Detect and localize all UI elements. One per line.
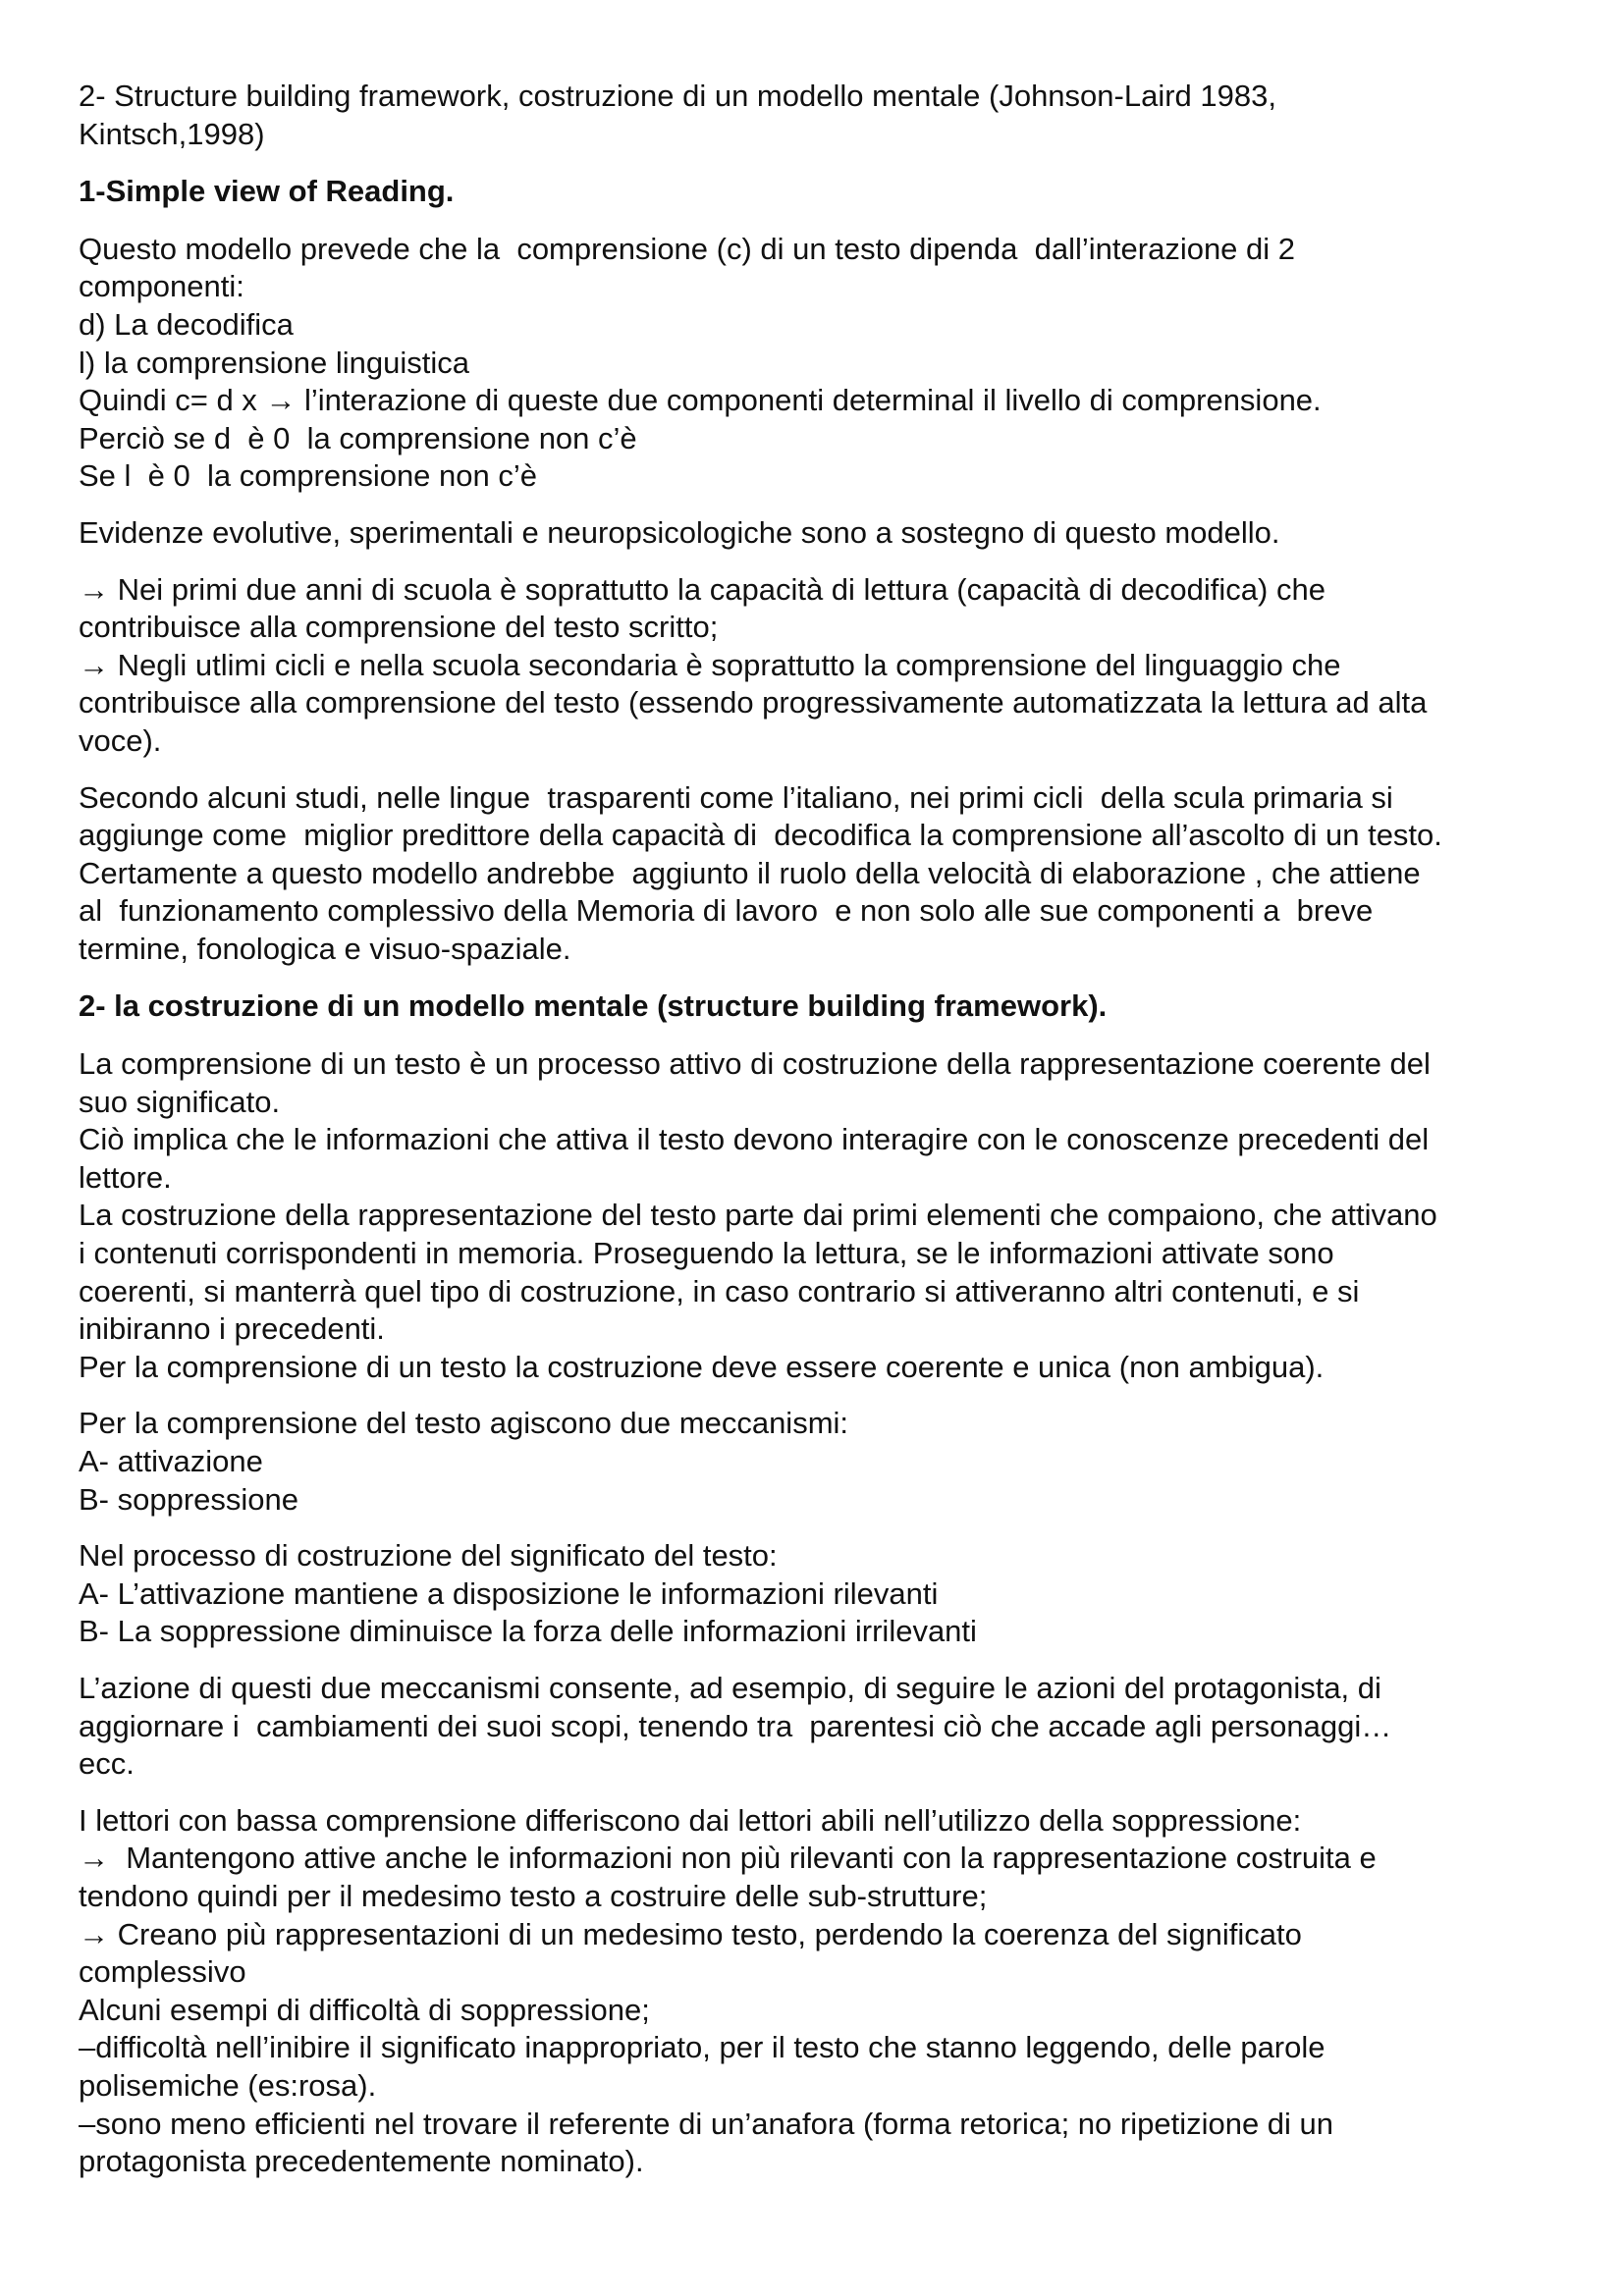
text-line: Alcuni esempi di difficoltà di soppressione; bbox=[79, 1992, 650, 2027]
section-1-heading: 1-Simple view of Reading. bbox=[79, 174, 455, 209]
text-line: lettore. bbox=[79, 1159, 172, 1195]
text-line: I lettori con bassa comprensione differiscono dai lettori abili nell’utilizzo della soppressione: bbox=[79, 1802, 1302, 1838]
text-line: Per la comprensione di un testo la costruzione deve essere coerente e unica (non ambigua). bbox=[79, 1349, 1325, 1384]
text-line: La comprensione di un testo è un processo attivo di costruzione della rappresentazione coerente del bbox=[79, 1046, 1431, 1082]
text-line: l) la comprensione linguistica bbox=[79, 345, 470, 380]
text-line: → Negli utlimi cicli e nella scuola secondaria è soprattutto la comprensione del linguaggio che bbox=[79, 647, 1341, 682]
text-line: 2- Structure building framework, costruzione di un modello mentale (Johnson-Laird 1983, bbox=[79, 79, 1276, 113]
text-line: Evidenze evolutive, sperimentali e neuropsicologiche sono a sostegno di questo modello. bbox=[79, 514, 1280, 550]
text-line: –sono meno efficienti nel trovare il referente di un’anafora (forma retorica; no ripetizione di un bbox=[79, 2106, 1334, 2141]
text-line: contribuisce alla comprensione del testo (essendo progressivamente automatizzata la lettura ad alta bbox=[79, 685, 1428, 721]
text-line: Per la comprensione del testo agiscono due meccanismi: bbox=[79, 1406, 849, 1441]
section-2-paragraph-3 bbox=[79, 1537, 1571, 1651]
text-line: → Nei primi due anni di scuola è soprattutto la capacità di lettura (capacità di decodifica) che bbox=[79, 571, 1325, 607]
text-line: d) La decodifica bbox=[79, 306, 294, 342]
section-2-heading: 2- la costruzione di un modello mentale (structure building framework). bbox=[79, 988, 1108, 1024]
text-line: → Creano più rappresentazioni di un medesimo testo, perdendo la coerenza del significato bbox=[79, 1916, 1302, 1951]
text-line: Kintsch,1998) bbox=[79, 116, 265, 151]
section-2-paragraph-2 bbox=[79, 1405, 1571, 1519]
section-1-paragraph-3 bbox=[79, 571, 1571, 761]
section-1-paragraph-2 bbox=[79, 514, 1571, 553]
document-page bbox=[79, 78, 1571, 2200]
section-1-paragraph-1 bbox=[79, 231, 1571, 496]
text-line: complessivo bbox=[79, 1954, 246, 1990]
intro-paragraph bbox=[79, 78, 1571, 153]
text-line: → Mantengono attive anche le informazioni non più rilevanti con la rappresentazione costruita e bbox=[79, 1841, 1377, 1876]
text-line: A- attivazione bbox=[79, 1444, 263, 1478]
text-line: componenti: bbox=[79, 269, 244, 304]
text-line: Quindi c= d x → l’interazione di queste due componenti determinal il livello di comprensione. bbox=[79, 383, 1322, 418]
text-line: aggiornare i cambiamenti dei suoi scopi, tenendo tra parentesi ciò che accade agli personaggi… bbox=[79, 1708, 1392, 1743]
text-line: Questo modello prevede che la comprensione (c) di un testo dipenda dall’interazione di 2 bbox=[79, 231, 1296, 266]
text-line: Secondo alcuni studi, nelle lingue trasparenti come l’italiano, nei primi cicli della scula primaria si bbox=[79, 779, 1393, 815]
section-1-paragraph-4 bbox=[79, 779, 1571, 969]
text-line: ecc. bbox=[79, 1746, 135, 1782]
text-line: –difficoltà nell’inibire il significato inappropriato, per il testo che stanno leggendo, delle parole bbox=[79, 2030, 1325, 2065]
text-line: B- soppressione bbox=[79, 1481, 299, 1517]
text-line: suo significato. bbox=[79, 1084, 281, 1119]
section-2-paragraph-4 bbox=[79, 1670, 1571, 1784]
text-line: polisemiche (es:rosa). bbox=[79, 2067, 377, 2103]
text-line: B- La soppressione diminuisce la forza delle informazioni irrilevanti bbox=[79, 1614, 977, 1649]
section-2-paragraph-1 bbox=[79, 1045, 1571, 1386]
text-line: termine, fonologica e visuo-spaziale. bbox=[79, 931, 571, 966]
section-2-paragraph-5 bbox=[79, 1802, 1571, 2181]
text-line: Certamente a questo modello andrebbe aggiunto il ruolo della velocità di elaborazione , che attiene bbox=[79, 855, 1421, 890]
text-line: Ciò implica che le informazioni che attiva il testo devono interagire con le conoscenze precedenti del bbox=[79, 1122, 1430, 1157]
text-line: Nel processo di costruzione del significato del testo: bbox=[79, 1538, 778, 1574]
text-line: al funzionamento complessivo della Memoria di lavoro e non solo alle sue componenti a breve bbox=[79, 893, 1374, 929]
text-line: A- L’attivazione mantiene a disposizione le informazioni rilevanti bbox=[79, 1575, 939, 1611]
text-line: contribuisce alla comprensione del testo scritto; bbox=[79, 610, 719, 645]
text-line: Perciò se d è 0 la comprensione non c’è bbox=[79, 420, 637, 455]
text-line: tendono quindi per il medesimo testo a costruire delle sub-strutture; bbox=[79, 1878, 988, 1913]
text-line: voce). bbox=[79, 722, 162, 758]
text-line: protagonista precedentemente nominato). bbox=[79, 2144, 644, 2179]
text-line: inibiranno i precedenti. bbox=[79, 1311, 385, 1347]
text-line: coerenti, si manterrà quel tipo di costruzione, in caso contrario si attiveranno altri contenuti, e si bbox=[79, 1273, 1360, 1308]
text-line: aggiunge come miglior predittore della capacità di decodifica la comprensione all’ascolto di un testo. bbox=[79, 818, 1442, 853]
text-line: L’azione di questi due meccanismi consente, ad esempio, di seguire le azioni del protagonista, di bbox=[79, 1670, 1381, 1705]
text-line: Se l è 0 la comprensione non c’è bbox=[79, 458, 537, 494]
text-line: i contenuti corrispondenti in memoria. Proseguendo la lettura, se le informazioni attivate sono bbox=[79, 1236, 1334, 1271]
text-line: La costruzione della rappresentazione del testo parte dai primi elementi che compaiono, che attivano bbox=[79, 1198, 1437, 1233]
